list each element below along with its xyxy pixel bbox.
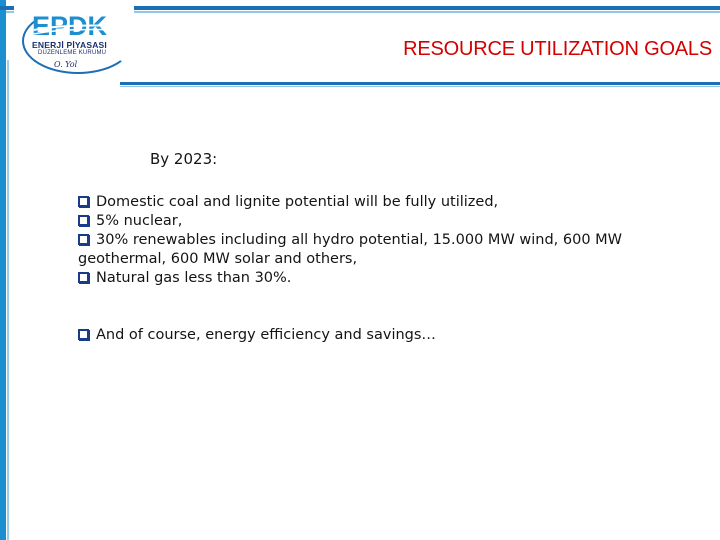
logo-signature: O. Yol <box>54 60 78 69</box>
checkbox-bullet-icon <box>78 215 89 226</box>
logo-mark <box>32 12 122 40</box>
goal-list <box>78 193 638 288</box>
list-item-text: Natural gas less than 30%. <box>96 270 292 286</box>
slide-title: RESOURCE UTILIZATION GOALS <box>403 38 712 60</box>
checkbox-bullet-icon <box>78 329 89 340</box>
logo-mark-text: EPDK <box>32 12 108 40</box>
closing-text: And of course, energy efficiency and savings… <box>96 327 436 343</box>
checkbox-bullet-icon <box>78 234 89 245</box>
checkbox-bullet-icon <box>78 196 89 207</box>
intro-text: By 2023: <box>150 150 218 168</box>
checkbox-bullet-icon <box>78 272 89 283</box>
list-item-text: 30% renewables including all hydro potential, 15.000 MW wind, 600 MW geothermal, 600 MW solar and others, <box>78 232 623 267</box>
epdk-logo <box>14 4 134 76</box>
left-accent-bar-inner <box>7 60 9 540</box>
list-item <box>78 231 638 269</box>
list-item <box>78 212 638 231</box>
closing-item <box>78 326 638 345</box>
header-divider <box>120 82 720 85</box>
list-item <box>78 193 638 212</box>
list-item-text: 5% nuclear, <box>96 213 183 229</box>
left-accent-bar <box>0 0 6 540</box>
slide-content <box>78 150 638 345</box>
list-item-text: Domestic coal and lignite potential will be fully utilized, <box>96 194 499 210</box>
logo-subtitle: DÜZENLEME KURUMU <box>38 50 107 56</box>
logo-name: ENERJİ PİYASASI <box>32 40 107 50</box>
list-item <box>78 269 638 288</box>
header-divider-light <box>120 86 720 87</box>
